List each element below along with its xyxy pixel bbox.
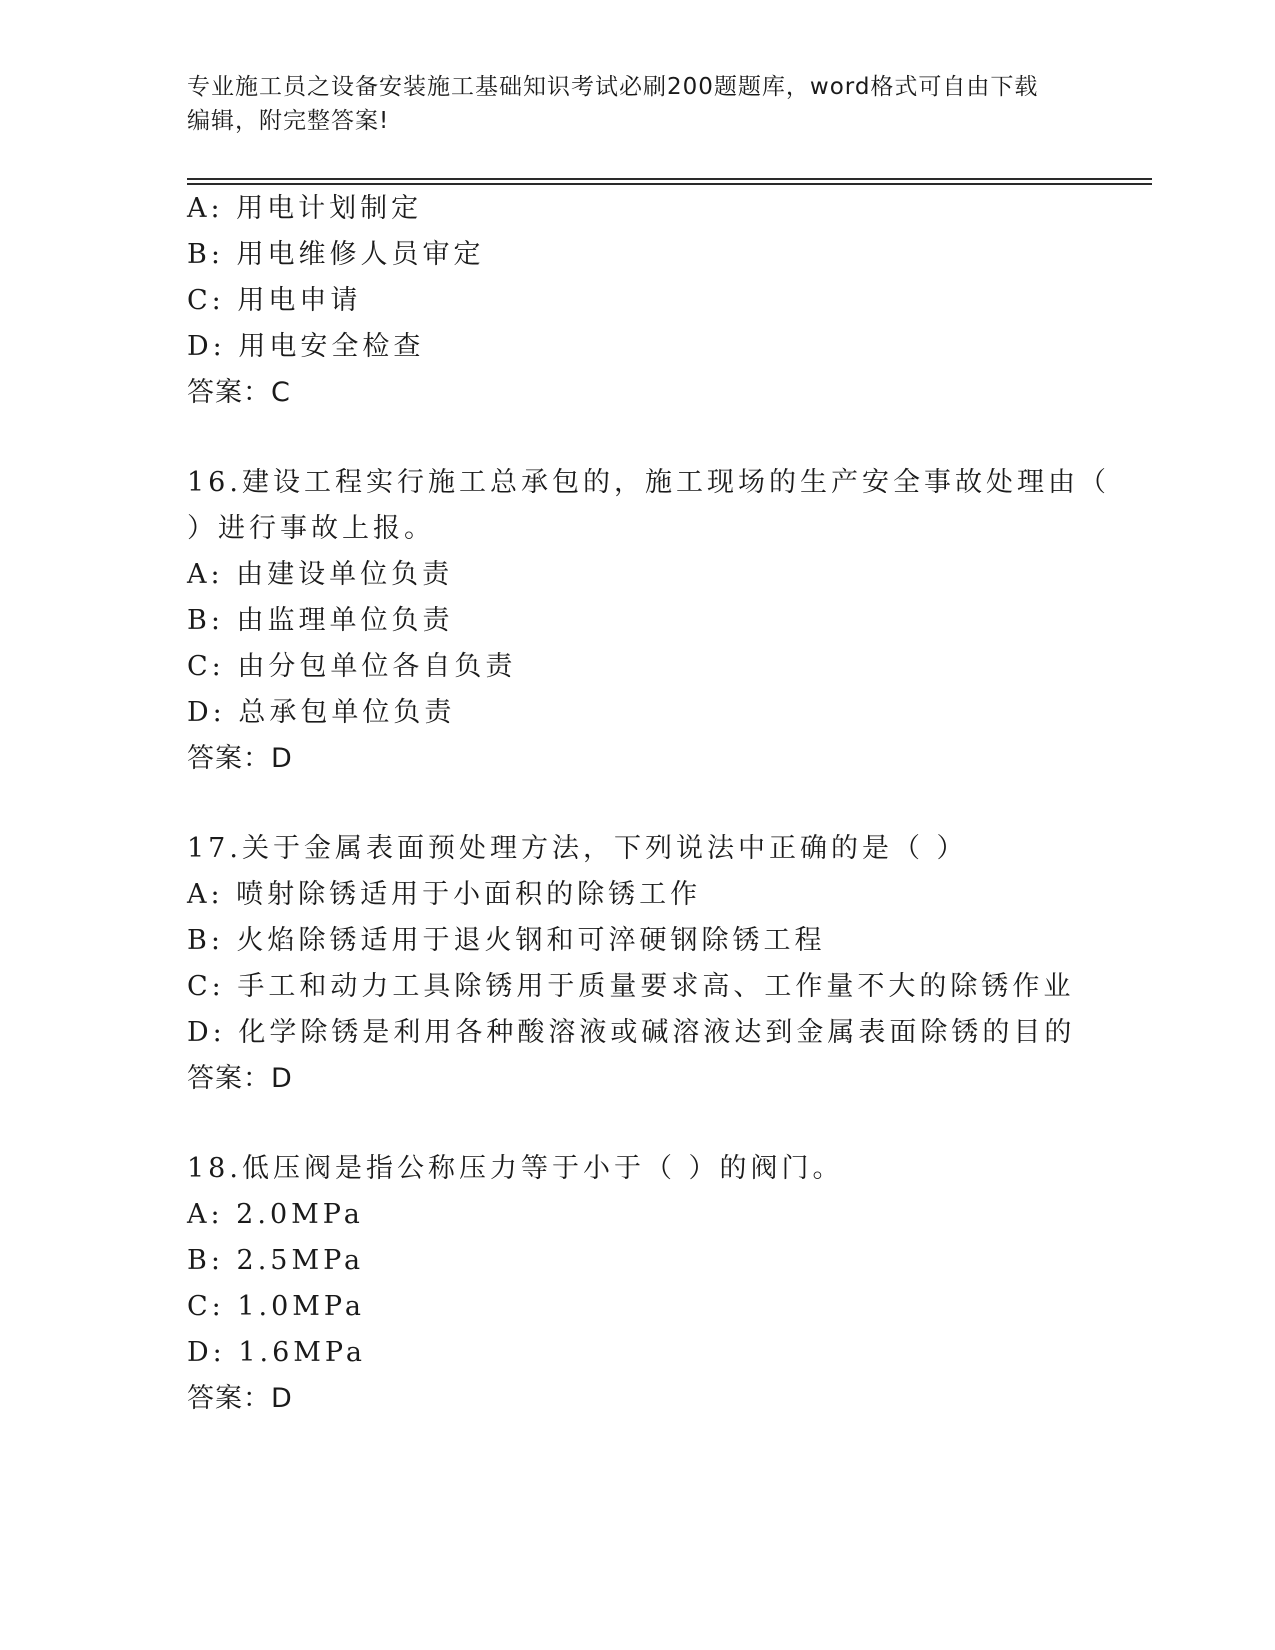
question-text: 16.建设工程实行施工总承包的，施工现场的生产安全事故处理由（	[187, 467, 1110, 498]
option-b: B: 由监理单位负责	[187, 605, 454, 636]
option-c: C: 1.0MPa	[187, 1291, 365, 1322]
question-list	[187, 186, 1187, 1422]
option-b: B: 2.5MPa	[187, 1245, 365, 1276]
question-15	[187, 186, 1187, 416]
header-line-1: 专业施工员之设备安装施工基础知识考试必刷200题题库，word格式可自由下载	[187, 74, 1039, 100]
option-b: B: 火焰除锈适用于退火钢和可淬硬钢除锈工程	[187, 925, 826, 956]
option-d: D: 用电安全检查	[187, 331, 425, 362]
question-text-continued: ）进行事故上报。	[187, 513, 435, 544]
answer: 答案：C	[187, 377, 291, 408]
answer: 答案：D	[187, 743, 293, 774]
option-b: B: 用电维修人员审定	[187, 239, 485, 270]
option-c: C: 由分包单位各自负责	[187, 651, 517, 682]
answer: 答案：D	[187, 1383, 293, 1414]
document-header	[187, 70, 1087, 138]
option-a: A: 喷射除锈适用于小面积的除锈工作	[187, 879, 702, 910]
option-d: D: 总承包单位负责	[187, 697, 456, 728]
option-a: A: 用电计划制定	[187, 193, 423, 224]
option-d: D: 化学除锈是利用各种酸溶液或碱溶液达到金属表面除锈的目的	[187, 1017, 1076, 1048]
option-d: D: 1.6MPa	[187, 1337, 366, 1368]
question-17	[187, 826, 1187, 1102]
question-text: 17.关于金属表面预处理方法，下列说法中正确的是（ ）	[187, 833, 968, 864]
option-a: A: 2.0MPa	[187, 1199, 364, 1230]
header-divider-bottom	[187, 183, 1152, 185]
header-line-2: 编辑，附完整答案!	[187, 108, 390, 134]
answer: 答案：D	[187, 1063, 293, 1094]
header-divider-top	[187, 178, 1152, 180]
option-c: C: 手工和动力工具除锈用于质量要求高、工作量不大的除锈作业	[187, 971, 1075, 1002]
option-a: A: 由建设单位负责	[187, 559, 454, 590]
option-c: C: 用电申请	[187, 285, 362, 316]
question-16	[187, 460, 1187, 782]
question-text: 18.低压阀是指公称压力等于小于（ ）的阀门。	[187, 1153, 844, 1184]
question-18	[187, 1146, 1187, 1422]
